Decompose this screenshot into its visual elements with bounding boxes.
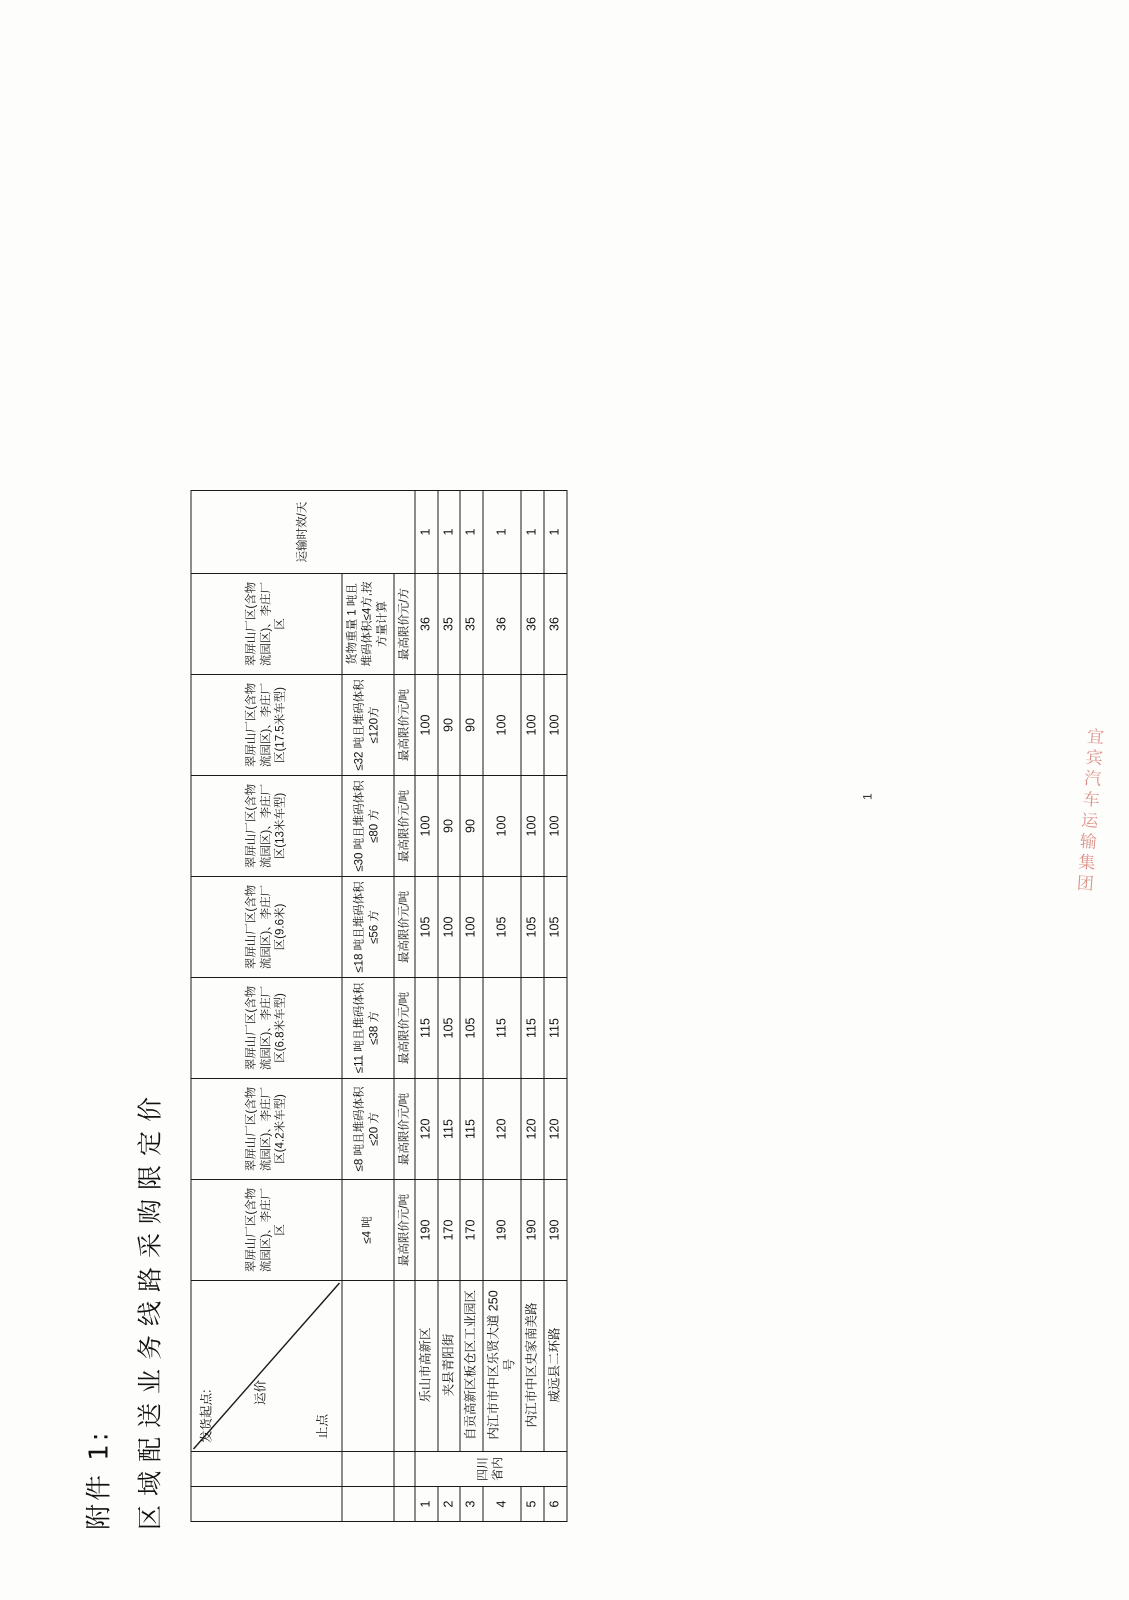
spec-corner-spacer <box>342 1281 394 1452</box>
header-index <box>191 1487 342 1522</box>
price-cell: 36 <box>415 574 438 675</box>
row-index: 6 <box>543 1487 566 1522</box>
page-title: 区域配送业务线路采购限定价 <box>135 1087 164 1530</box>
header-unit-c1: 最高限价元/吨 <box>393 1180 414 1281</box>
price-cell: 100 <box>521 675 544 776</box>
transit-cell: 1 <box>521 491 544 574</box>
price-cell: 105 <box>437 978 460 1079</box>
header-spec-c6: ≤32 吨且堆码体积≤120方 <box>342 675 394 776</box>
row-index: 4 <box>483 1487 521 1522</box>
table-row <box>543 491 566 1522</box>
corner-cell <box>191 1281 342 1452</box>
price-cell: 100 <box>437 877 460 978</box>
row-index: 5 <box>521 1487 544 1522</box>
header-unit-c5: 最高限价元/吨 <box>393 776 414 877</box>
price-cell: 36 <box>483 574 521 675</box>
price-cell: 90 <box>437 776 460 877</box>
stamp-text: 宜宾汽车运输集团 <box>1072 726 1104 896</box>
header-vehicle-c2: 翠屏山厂区(含物流园区)、李庄厂区(4.2米车型) <box>191 1079 342 1180</box>
origin-label: 发货起点: <box>199 1389 213 1443</box>
price-cell: 115 <box>415 978 438 1079</box>
price-cell: 105 <box>483 877 521 978</box>
transit-cell: 1 <box>415 491 438 574</box>
table-row <box>521 491 544 1522</box>
province-cell: 四川省内 <box>415 1452 566 1487</box>
destination-cell: 内江市中区史家南美路 <box>521 1281 544 1452</box>
table-row <box>415 491 438 1522</box>
header-vehicle-c7: 翠屏山厂区(含物流园区)、李庄厂区 <box>191 574 342 675</box>
destination-label: 止点 <box>315 1413 330 1439</box>
destination-cell: 夹县青阳街 <box>437 1281 460 1452</box>
price-cell: 100 <box>521 776 544 877</box>
price-label: 运价 <box>253 1379 267 1405</box>
header-unit-c7: 最高限价元/方 <box>393 574 414 675</box>
price-cell: 190 <box>483 1180 521 1281</box>
price-cell: 120 <box>415 1079 438 1180</box>
header-unit-c6: 最高限价元/吨 <box>393 675 414 776</box>
header-vehicle-c1: 翠屏山厂区(含物流园区)、李庄厂区 <box>191 1180 342 1281</box>
header-spec-c3: ≤11 吨且堆码体积≤38 方 <box>342 978 394 1079</box>
table-row <box>460 491 483 1522</box>
price-cell: 190 <box>415 1180 438 1281</box>
table-header-spec-row <box>342 491 394 1522</box>
transit-cell: 1 <box>483 491 521 574</box>
unit-index-spacer <box>393 1487 414 1522</box>
destination-cell: 内江市市中区乐贤大道 250 号 <box>483 1281 521 1452</box>
price-cell: 190 <box>521 1180 544 1281</box>
row-index: 3 <box>460 1487 483 1522</box>
table-header-vehicle-row <box>191 491 342 1522</box>
price-cell: 100 <box>415 776 438 877</box>
page-number: 1 <box>860 793 874 800</box>
price-cell: 36 <box>521 574 544 675</box>
attachment-label: 附件 1: <box>84 1429 114 1530</box>
transit-cell: 1 <box>437 491 460 574</box>
price-cell: 120 <box>521 1079 544 1180</box>
price-cell: 115 <box>460 1079 483 1180</box>
price-cell: 36 <box>543 574 566 675</box>
price-cell: 105 <box>521 877 544 978</box>
spec-index-spacer <box>342 1487 394 1522</box>
price-cell: 115 <box>543 978 566 1079</box>
price-cell: 170 <box>437 1180 460 1281</box>
transit-cell: 1 <box>460 491 483 574</box>
price-cell: 120 <box>543 1079 566 1180</box>
price-cell: 105 <box>460 978 483 1079</box>
price-cell: 100 <box>415 675 438 776</box>
price-cell: 100 <box>543 675 566 776</box>
destination-cell: 乐山市高新区 <box>415 1281 438 1452</box>
header-unit-c3: 最高限价元/吨 <box>393 978 414 1079</box>
price-cell: 100 <box>543 776 566 877</box>
price-cell: 115 <box>437 1079 460 1180</box>
price-cell: 90 <box>460 675 483 776</box>
header-unit-c2: 最高限价元/吨 <box>393 1079 414 1180</box>
header-unit-c4: 最高限价元/吨 <box>393 877 414 978</box>
header-vehicle-c4: 翠屏山厂区(含物流园区)、李庄厂区(9.6米) <box>191 877 342 978</box>
header-province <box>191 1452 342 1487</box>
header-transit-time: 运输时效/天 <box>191 491 415 574</box>
price-cell: 190 <box>543 1180 566 1281</box>
price-cell: 90 <box>460 776 483 877</box>
table-row <box>437 491 460 1522</box>
header-vehicle-c5: 翠屏山厂区(含物流园区)、李庄厂区(13米车型) <box>191 776 342 877</box>
price-table <box>190 490 567 1522</box>
header-spec-c2: ≤8 吨且堆码体积≤20 方 <box>342 1079 394 1180</box>
price-cell: 100 <box>483 776 521 877</box>
table-header-unit-row <box>393 491 414 1522</box>
unit-corner-spacer <box>393 1281 414 1452</box>
price-cell: 120 <box>483 1079 521 1180</box>
row-index: 2 <box>437 1487 460 1522</box>
price-cell: 115 <box>483 978 521 1079</box>
header-spec-c4: ≤18 吨且堆码体积≤56 方 <box>342 877 394 978</box>
row-index: 1 <box>415 1487 438 1522</box>
spec-province-spacer <box>342 1452 394 1487</box>
transit-cell: 1 <box>543 491 566 574</box>
header-spec-c5: ≤30 吨且堆码体积≤80 方 <box>342 776 394 877</box>
price-cell: 115 <box>521 978 544 1079</box>
price-cell: 35 <box>437 574 460 675</box>
price-cell: 105 <box>543 877 566 978</box>
header-vehicle-c6: 翠屏山厂区(含物流园区)、李庄厂区(17.5米车型) <box>191 675 342 776</box>
price-cell: 90 <box>437 675 460 776</box>
price-cell: 170 <box>460 1180 483 1281</box>
table-row <box>483 491 521 1522</box>
unit-province-spacer <box>393 1452 414 1487</box>
header-spec-c7: 货物重量 1 吨且堆码体积≤4方,按方量计算 <box>342 574 394 675</box>
price-cell: 35 <box>460 574 483 675</box>
header-spec-c1: ≤4 吨 <box>342 1180 394 1281</box>
price-cell: 100 <box>483 675 521 776</box>
header-vehicle-c3: 翠屏山厂区(含物流园区)、李庄厂区(6.8米车型) <box>191 978 342 1079</box>
price-cell: 105 <box>415 877 438 978</box>
destination-cell: 自贡高新区板仓区工业园区 <box>460 1281 483 1452</box>
destination-cell: 威远县二环路 <box>543 1281 566 1452</box>
price-cell: 100 <box>460 877 483 978</box>
